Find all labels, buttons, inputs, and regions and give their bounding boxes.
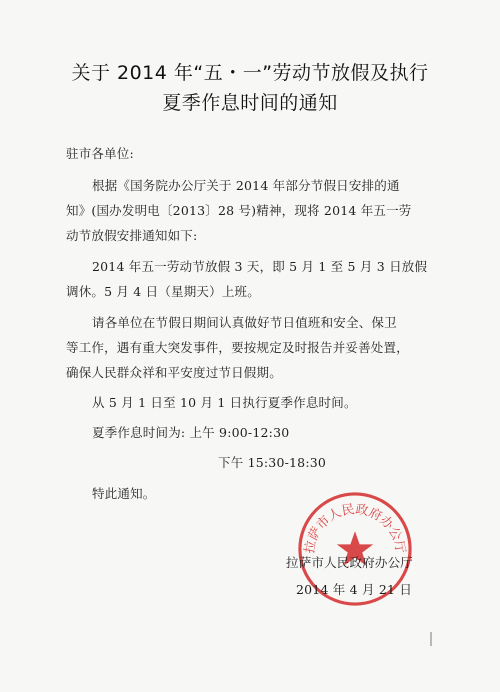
scan-speck (430, 632, 432, 646)
paragraph-1-line-1: 根据《国务院办公厅关于 2014 年部分节假日安排的通 (92, 178, 400, 193)
signature-organization: 拉萨市人民政府办公厅 (286, 555, 414, 570)
signature-date: 2014 年 4 月 21 日 (296, 582, 413, 597)
paragraph-2-line-2: 调休。5 月 4 日（星期天）上班。 (66, 284, 260, 299)
paragraph-4: 从 5 月 1 日至 10 月 1 日执行夏季作息时间。 (92, 395, 357, 410)
paragraph-1-line-2: 知》(国办发明电〔2013〕28 号)精神，现将 2014 年五一劳 (66, 203, 412, 218)
summer-hours-morning: 夏季作息时间为: 上午 9:00-12:30 (92, 425, 290, 440)
paragraph-3-line-1: 请各单位在节假日期间认真做好节日值班和安全、保卫 (92, 315, 397, 330)
notice-title-line-2: 夏季作息时间的通知 (162, 92, 338, 114)
closing-line: 特此通知。 (92, 486, 156, 501)
paragraph-1-line-3: 动节放假安排通知如下: (66, 228, 198, 243)
paragraph-2-line-1: 2014 年五一劳动节放假 3 天，即 5 月 1 至 5 月 3 日放假 (92, 259, 428, 274)
seal-text: 拉萨市人民政府办公厅 (302, 502, 408, 555)
paragraph-3-line-2: 等工作，遇有重大突发事件，要按规定及时报告并妥善处置， (66, 340, 409, 355)
salutation: 驻市各单位: (66, 146, 134, 161)
notice-title-line-1: 关于 2014 年“五・一”劳动节放假及执行 (71, 62, 429, 84)
paragraph-3-line-3: 确保人民群众祥和平安度过节日假期。 (66, 365, 282, 380)
summer-hours-afternoon: 下午 15:30-18:30 (218, 455, 327, 470)
